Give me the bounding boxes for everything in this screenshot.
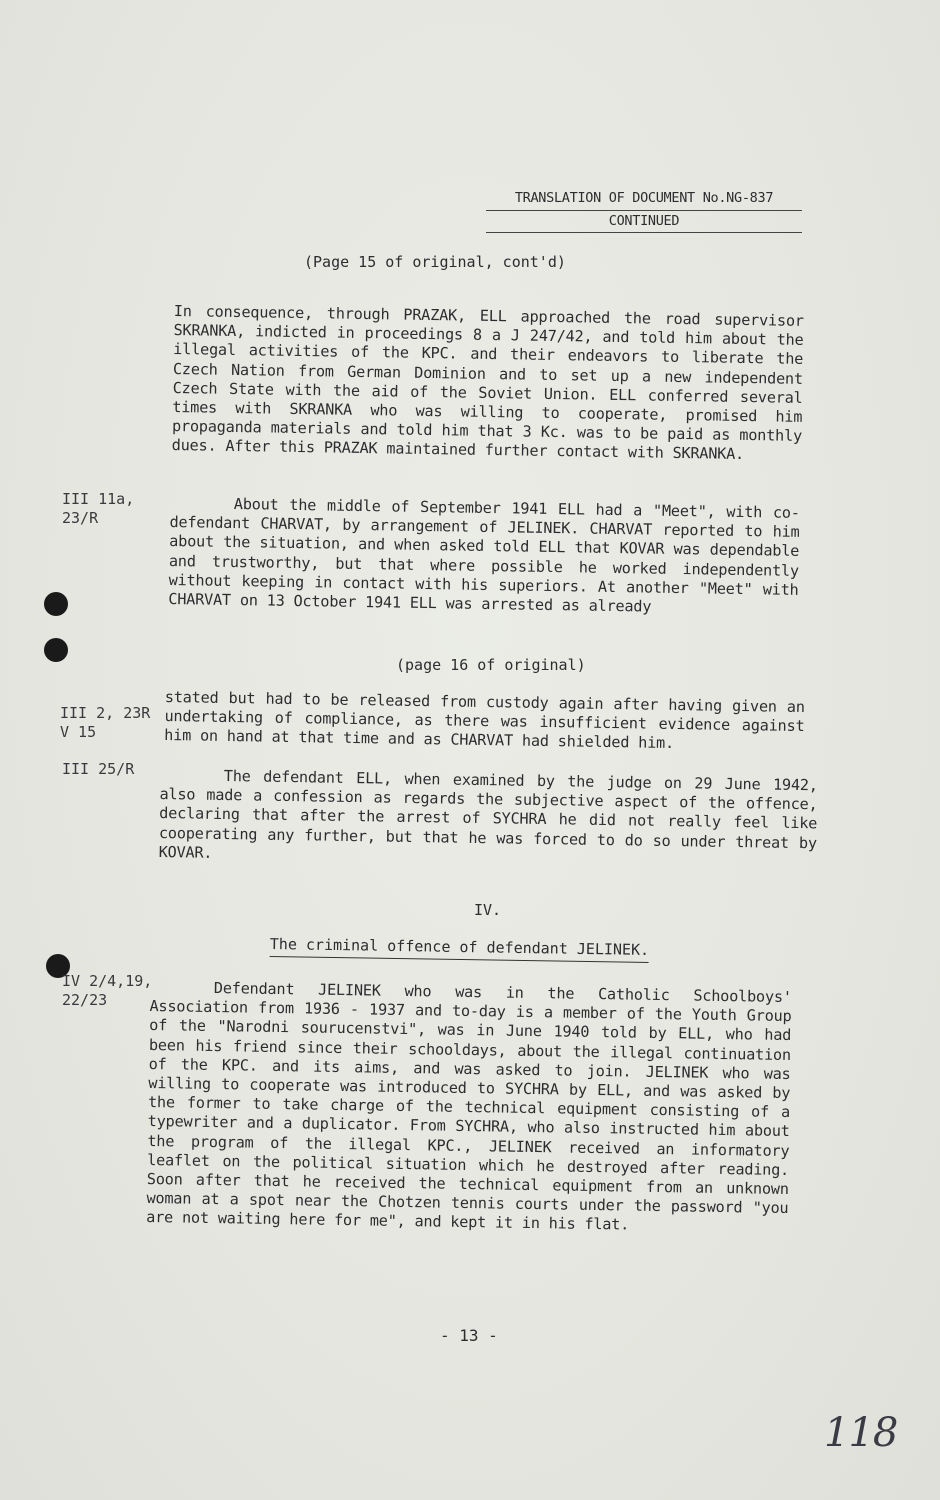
section-number: IV. (474, 901, 502, 919)
margin-ref-iv-2: IV 2/4,19, 22/23 (62, 972, 153, 1009)
paragraph-prazak-skranka: In consequence, through PRAZAK, ELL approached the road supervisor SKRANKA, indicted in proceedings 8 a J 247/42, and told him about the illegal activities of the KPC. and their endeavors to liberate the Czech Nation from German Dominion and to set up a new independent Czech State with the aid of the Soviet Union. ELL conferred several times with SKRANKA who was willing to cooperate, promised him propaganda materials and told him that 3 Kc. was to be paid as monthly dues. After this PRAZAK maintained further contact with SKRANKA. (171, 302, 804, 464)
punch-hole-1 (44, 592, 68, 616)
page-number: - 13 - (440, 1326, 498, 1345)
paragraph-charvat-meet: About the middle of September 1941 ELL had a "Meet", with co-defendant CHARVAT, by arrangement of JELINEK. CHARVAT reported to him about the situation, and when asked told ELL that KOVAR was dependable and trustworthy, but that where possible he worked independently without keeping in contact with his superiors. At another "Meet" with CHARVAT on 13 October 1941 ELL was arrested as already (168, 495, 800, 616)
punch-hole-2 (44, 638, 68, 662)
page-note-16: (page 16 of original) (396, 656, 586, 674)
handwritten-folio-number: 118 (824, 1410, 898, 1456)
margin-ref-iii-11a: III 11a, 23/R (62, 490, 135, 527)
margin-ref-iii-2: III 2, 23R V 15 (60, 704, 151, 741)
paragraph-ell-confession: The defendant ELL, when examined by the judge on 29 June 1942, also made a confession as regards the subjective aspect of the offence, declaring that after the arrest of SYCHRA he did not really feel like cooperating any further, but that he was forced to do so under threat by KOVAR. (158, 767, 818, 862)
margin-ref-iii-25: III 25/R (62, 760, 135, 778)
paragraph-released-custody: stated but had to be released from custody again after having given an undertaking of compliance, as there was insufficient evidence against him on hand at that time and as CHARVAT had shielded him. (164, 688, 805, 753)
header-title: TRANSLATION OF DOCUMENT No.NG-837 (486, 188, 802, 211)
paragraph-jelinek-offence: Defendant JELINEK who was in the Catholic Schoolboys' Association from 1936 - 1937 and to-day is a member of the Youth Group of the "Narodni sourucenstvi", was in June 1940 told by ELL, who had been his friend since their schooldays, about the illegal continuation of the KPC. and its aims, and was asked to join. JELINEK who was willing to cooperate was introduced to SYCHRA by ELL, and was asked by the former to take charge of the technical equipment consisting of a typewriter and a duplicator. From SYCHRA, who also instructed him about the program of the illegal KPC., JELINEK received an informatory leaflet on the political situation which he destroyed after reading. Soon after that he received the technical equipment from an unknown woman at a spot near the Chotzen tennis courts under the password "you are not waiting here for me", and kept it in his flat. (146, 979, 792, 1234)
header-continued: CONTINUED (486, 211, 802, 233)
page-note-15: (Page 15 of original, cont'd) (304, 253, 566, 271)
section-title: The criminal offence of defendant JELINEK. (270, 934, 650, 963)
document-header (486, 188, 802, 233)
